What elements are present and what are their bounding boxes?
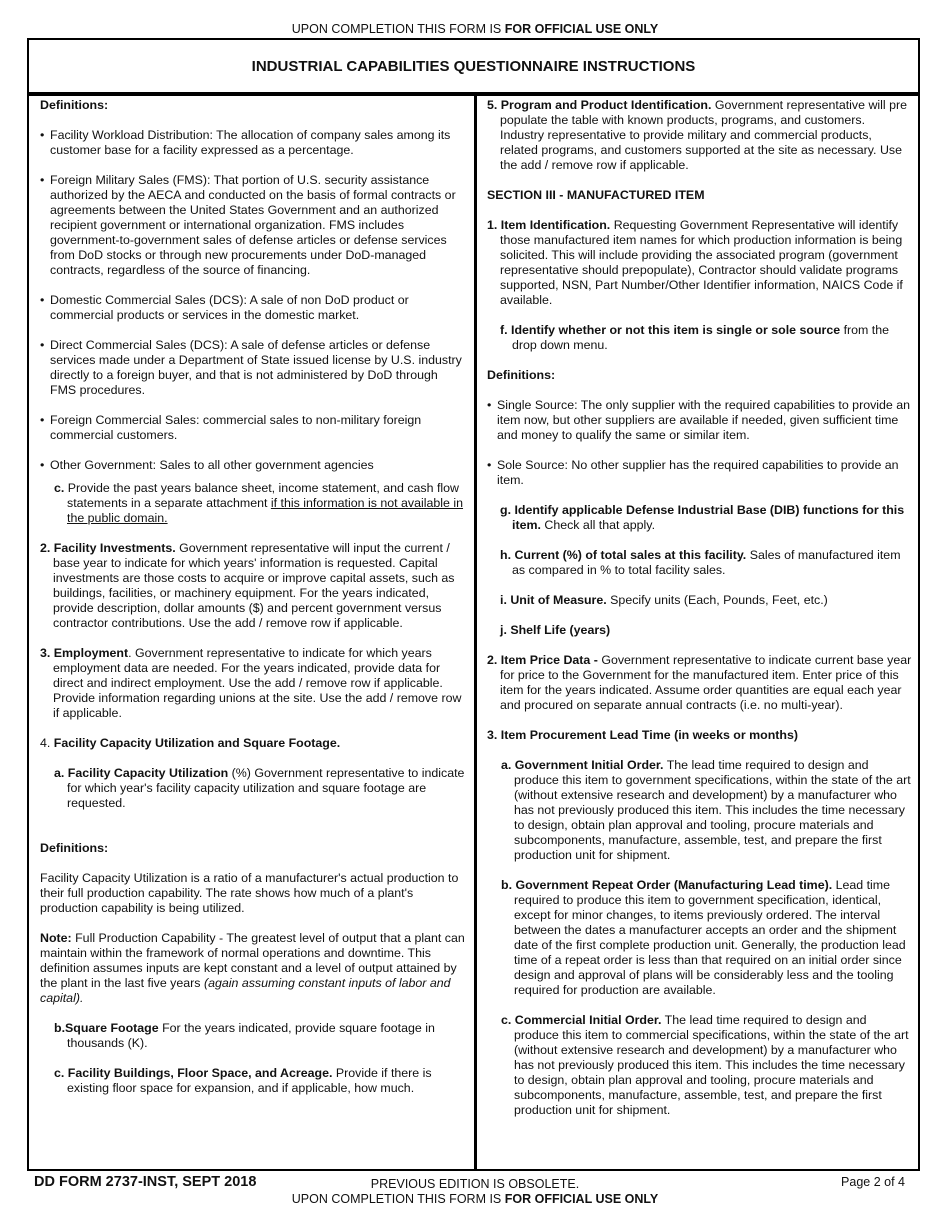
page-number: Page 2 of 4 [841, 1175, 905, 1189]
item-3b-government-repeat-order: b. Government Repeat Order (Manufacturing Lead time). Lead time required to produce this item to government specification, identical, except for minor changes, to items previously ordered. The interval between the dates a manufacturer accepts an order and the shipment date of the first complete production unit. Generally, the production lead time of a repeat order is less than that required on an initial order since design and approval of plans will be considerably less and the tooling required for production are available. [501, 878, 906, 997]
item-3c-commercial-initial-order: c. Commercial Initial Order. The lead time required to design and produce this item to commercial specifications, within the state of the art (without extensive research and development) by a manufacturer who has not previously produced this item. This includes the time necessary to design, obtain plan approval and tooling, procure materials and subcomponents, manufacture, assemble, test, and prepare the first production unit for shipment. [501, 1013, 909, 1117]
item-4-capacity: 4. Facility Capacity Utilization and Square Footage. [40, 736, 341, 750]
item-c-financials: c. Provide the past years balance sheet, income statement, and cash flow statements in a separate attachment if this information is not available in the public domain. [54, 481, 464, 525]
item-g-dib-functions: g. Identify applicable Defense Industrial Base (DIB) functions for this item. Check all that apply. [500, 503, 905, 532]
form-identifier: DD FORM 2737-INST, SEPT 2018 [34, 1174, 257, 1190]
definition-bullet: • Other Government: Sales to all other government agencies [40, 458, 465, 473]
top-classification-banner: UPON COMPLETION THIS FORM IS FOR OFFICIAL USE ONLY [291, 22, 659, 36]
section-3-heading: SECTION III - MANUFACTURED ITEM [487, 188, 705, 202]
definition-bullet: • Direct Commercial Sales (DCS): A sale of defense articles or defense services made under a Department of State issued license by U.S. industry directly to a foreign buyer, and that is not administered by DoD through FMS procedures. [40, 338, 465, 398]
definition-bullet: • Foreign Military Sales (FMS): That portion of U.S. security assistance authorized by the AECA and conducted on the basis of formal contracts or agreements between the United States Government and an authorized recipient government or international organization. FMS includes government-to-government sales of defense articles or defense services from DoD stocks or through new procurements under DoD-managed contracts, regardless of the source of financing. [40, 173, 465, 278]
item-f-source: f. Identify whether or not this item is single or sole source from the drop down menu. [500, 323, 890, 352]
definition-bullet: • Facility Workload Distribution: The allocation of company sales among its customer base for a facility expressed as a percentage. [40, 128, 465, 158]
item-j-shelf-life: j. Shelf Life (years) [500, 623, 611, 637]
item-h-current-sales: h. Current (%) of total sales at this facility. Sales of manufactured item as compared in % to total facility sales. [500, 548, 901, 577]
footer [0, 1175, 950, 1215]
item-3-lead-time: 3. Item Procurement Lead Time (in weeks or months) [487, 728, 798, 742]
definition-bullet: • Foreign Commercial Sales: commercial sales to non-military foreign commercial customers. [40, 413, 465, 443]
item-2-price-data: 2. Item Price Data - Government representative to indicate current base year for price to the Government for the manufactured item. Enter price of this item for the years indicated. Assume order quantities are equal each year and procured on separate annual contracts (i.e. no multi-year). [487, 653, 912, 712]
page-title: INDUSTRIAL CAPABILITIES QUESTIONNAIRE INSTRUCTIONS [29, 40, 918, 96]
right-column [487, 98, 912, 1133]
left-column [40, 98, 465, 1111]
item-5-program-identification: 5. Program and Product Identification. Government representative will pre populate the table with known products, programs, and customers. Industry representative to provide military and commercial products, related programs, and customers supported at the site as necessary. Use the add / remove row if applicable. [487, 98, 908, 172]
definitions-heading-right: Definitions: [487, 368, 556, 382]
bottom-classification-banner: UPON COMPLETION THIS FORM IS FOR OFFICIAL USE ONLY [291, 1192, 659, 1206]
definitions-heading: Definitions: [40, 98, 109, 112]
item-3a-government-initial-order: a. Government Initial Order. The lead time required to design and produce this item to government specifications, within the state of the art (without extensive research and development) by a manufacturer who has not previously produced this item. This includes the time necessary to design, obtain plan approval and tooling, procure materials and subcomponents, manufacture, assemble, test, and prepare the first production unit for shipment. [501, 758, 911, 862]
item-i-unit-of-measure: i. Unit of Measure. Specify units (Each, Pounds, Feet, etc.) [500, 593, 828, 607]
capacity-utilization-definition: Facility Capacity Utilization is a ratio of a manufacturer's actual production to their full production capability. The rate shows how much of a plant's production capability is being utilized. [40, 871, 459, 915]
definition-bullet: • Sole Source: No other supplier has the required capabilities to provide an item. [487, 458, 912, 488]
definition-bullet: • Domestic Commercial Sales (DCS): A sale of non DoD product or commercial products or services in the domestic market. [40, 293, 465, 323]
column-divider [474, 92, 477, 1169]
item-1-item-identification: 1. Item Identification. Requesting Government Representative will identify those manufactured item names for which production information is being solicited. This will include providing the associated program (government representative should prepopulate), Contractor should validate programs supported, NSN, Part Number/Other Identifier information, NAICS Code if available. [487, 218, 903, 307]
item-3-employment: 3. Employment. Government representative to indicate for which years employment data are needed. For the years indicated, provide data for direct and indirect employment. Use the add / remove row if applicable. Provide information regarding unions at the site. Use the add / remove row if applicable. [40, 646, 462, 720]
obsolete-notice: PREVIOUS EDITION IS OBSOLETE. [370, 1177, 580, 1191]
definitions-heading-2: Definitions: [40, 841, 109, 855]
form-frame [27, 38, 920, 1171]
item-b-square-footage: b.Square Footage For the years indicated, provide square footage in thousands (K). [54, 1021, 435, 1050]
item-c-facility-buildings: c. Facility Buildings, Floor Space, and Acreage. Provide if there is existing floor space for expansion, and if applicable, how much. [54, 1066, 432, 1095]
definition-bullet: • Single Source: The only supplier with the required capabilities to provide an item now, but other suppliers are available if needed, given sufficient time and money to qualify the same or similar item. [487, 398, 912, 443]
note-paragraph: Note: Full Production Capability - The greatest level of output that a plant can maintain within the framework of normal operations and downtime. This definition assumes inputs are kept constant and a level of output attained by the plant in the last five years (again assuming constant inputs of labor and capital). [40, 931, 465, 1005]
item-4a-capacity-utilization: a. Facility Capacity Utilization (%) Government representative to indicate for which year's facility capacity utilization and square footage are requested. [54, 766, 465, 810]
item-2-facility-investments: 2. Facility Investments. Government representative will input the current / base year to indicate for which years' information is requested. Capital investments are those costs to acquire or improve capital assets, such as buildings, facilities, or machinery equipment. For the years indicated, provide description, dollar amounts ($) and percent government versus contractor contributions. Use the add / remove row if applicable. [40, 541, 455, 630]
